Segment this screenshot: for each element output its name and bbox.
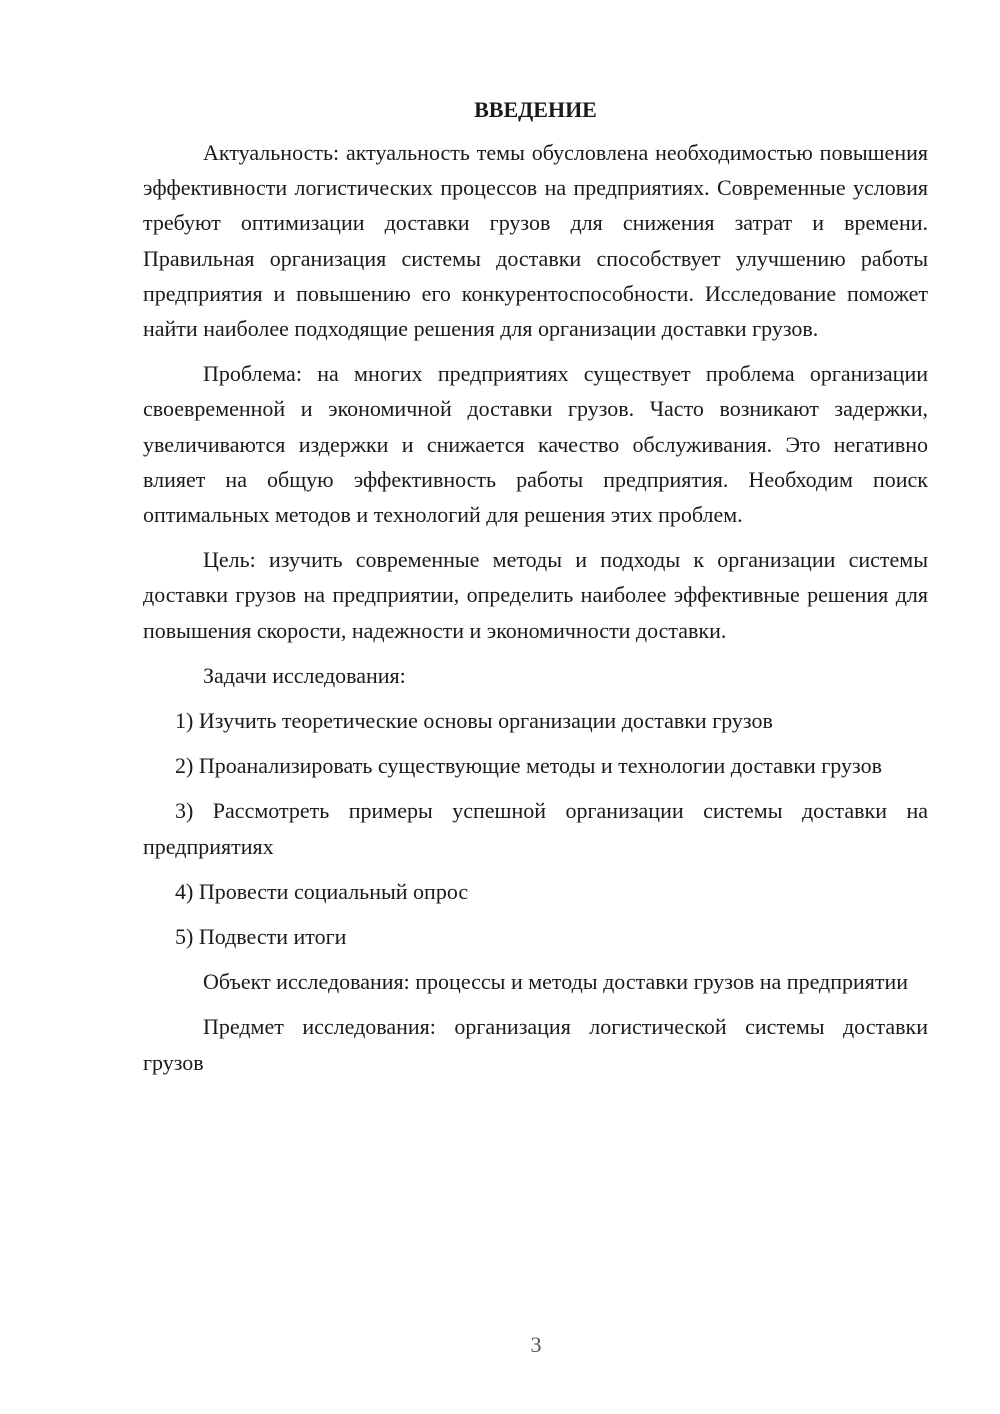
page-content xyxy=(143,95,928,1090)
task-item: 5) Подвести итоги xyxy=(175,924,347,950)
problem-paragraph: Проблема: на многих предприятиях существует проблема организации своевременной и экономичной доставки грузов. Часто возникают задержки, увеличиваются издержки и снижается качество обслуживания. Это негативно влияет на общую эффективность работы предприятия. Необходим поиск оптимальных методов и технологий для решения этих проблем. xyxy=(143,361,928,528)
task-item: 3) Рассмотреть примеры успешной организации системы доставки на предприятиях xyxy=(143,798,928,859)
task-item: 4) Провести социальный опрос xyxy=(175,878,469,904)
tasks-heading: Задачи исследования: xyxy=(203,662,406,688)
object-paragraph: Объект исследования: процессы и методы доставки грузов на предприятии xyxy=(203,969,909,995)
goal-paragraph: Цель: изучить современные методы и подходы к организации системы доставки грузов на предприятии, определить наиболее эффективные решения для повышения скорости, надежности и экономичности доставки. xyxy=(143,547,928,643)
task-item: 2) Проанализировать существующие методы и технологии доставки грузов xyxy=(175,753,882,779)
relevance-paragraph: Актуальность: актуальность темы обусловлена необходимостью повышения эффективности логистических процессов на предприятиях. Современные условия требуют оптимизации доставки грузов для снижения затрат и времени. Правильная организация системы доставки способствует улучшению работы предприятия и повышению его конкурентоспособности. Исследование поможет найти наиболее подходящие решения для организации доставки грузов. xyxy=(143,140,928,342)
task-item: 1) Изучить теоретические основы организации доставки грузов xyxy=(175,708,773,734)
page-title: ВВЕДЕНИЕ xyxy=(474,97,597,122)
subject-paragraph: Предмет исследования: организация логистической системы доставки грузов xyxy=(143,1014,928,1075)
page-number: 3 xyxy=(530,1332,542,1357)
